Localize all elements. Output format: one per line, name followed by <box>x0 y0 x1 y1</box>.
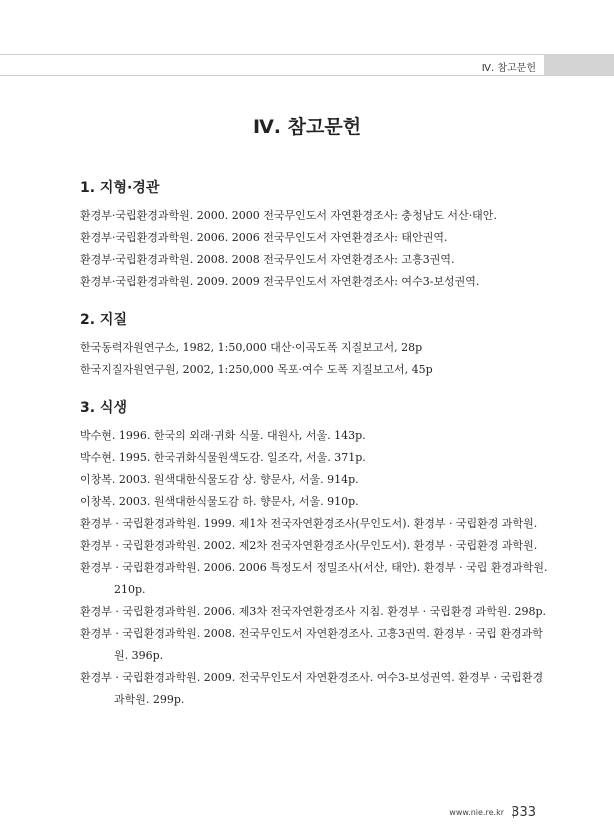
reference-item: 환경부 · 국립환경과학원. 2006. 제3차 전국자연환경조사 지침. 환경부 · 국립환경 과학원. 298p. <box>80 605 546 618</box>
reference-item: 환경부·국립환경과학원. 2008. 2008 전국무인도서 자연환경조사: 고흥3권역. <box>80 253 455 266</box>
reference-item: 한국지질자원연구원, 2002, 1:250,000 목포·여수 도폭 지질보고서, 45p <box>80 363 433 376</box>
reference-item: 이창복. 2003. 원색대한식물도감 상. 향문사, 서울. 914p. <box>80 473 359 486</box>
section-heading: 3. 식생 <box>80 400 127 416</box>
reference-item: 환경부 · 국립환경과학원. 2002. 제2차 전국자연환경조사(무인도서). 환경부 · 국립환경 과학원. <box>80 539 538 552</box>
reference-item: 환경부 · 국립환경과학원. 2008. 전국무인도서 자연환경조사. 고흥3권역. 환경부 · 국립 환경과학원. 396p. <box>80 627 543 662</box>
reference-item: 환경부·국립환경과학원. 2006. 2006 전국무인도서 자연환경조사: 태안권역. <box>80 231 448 244</box>
reference-item: 박수현. 1995. 한국귀화식물원색도감. 일조각, 서울. 371p. <box>80 451 366 464</box>
reference-item: 이창복. 2003. 원색대한식물도감 하. 향문사, 서울. 910p. <box>80 495 359 508</box>
reference-item: 환경부 · 국립환경과학원. 2009. 전국무인도서 자연환경조사. 여수3-보성권역. 환경부 · 국립환경과학원. 299p. <box>80 671 544 706</box>
section-heading: 2. 지질 <box>80 312 127 328</box>
footer-url: www.nie.re.kr <box>449 808 504 817</box>
chapter-label: Ⅳ. 참고문헌 <box>481 63 536 74</box>
section-geology <box>80 310 550 381</box>
reference-item: 환경부·국립환경과학원. 2000. 2000 전국무인도서 자연환경조사: 충청남도 서산·태안. <box>80 209 497 222</box>
section-topography <box>80 178 550 293</box>
section-vegetation <box>80 398 550 711</box>
header-tab-decoration <box>544 55 614 75</box>
reference-item: 한국동력자원연구소, 1982, 1:50,000 대산·이곡도폭 지질보고서, 28p <box>80 341 423 354</box>
page-number: 333 <box>511 805 536 820</box>
reference-item: 환경부·국립환경과학원. 2009. 2009 전국무인도서 자연환경조사: 여수3-보성권역. <box>80 275 480 288</box>
reference-item: 환경부 · 국립환경과학원. 2006. 2006 특정도서 정밀조사(서산, 태안). 환경부 · 국립 환경과학원. 210p. <box>80 561 548 596</box>
reference-item: 박수현. 1996. 한국의 외래·귀화 식물. 대원사, 서울. 143p. <box>80 429 366 442</box>
running-header <box>0 54 614 76</box>
section-heading: 1. 지형·경관 <box>80 180 160 196</box>
reference-item: 환경부 · 국립환경과학원. 1999. 제1차 전국자연환경조사(무인도서). 환경부 · 국립환경 과학원. <box>80 517 538 530</box>
page-title: Ⅳ. 참고문헌 <box>252 116 362 138</box>
